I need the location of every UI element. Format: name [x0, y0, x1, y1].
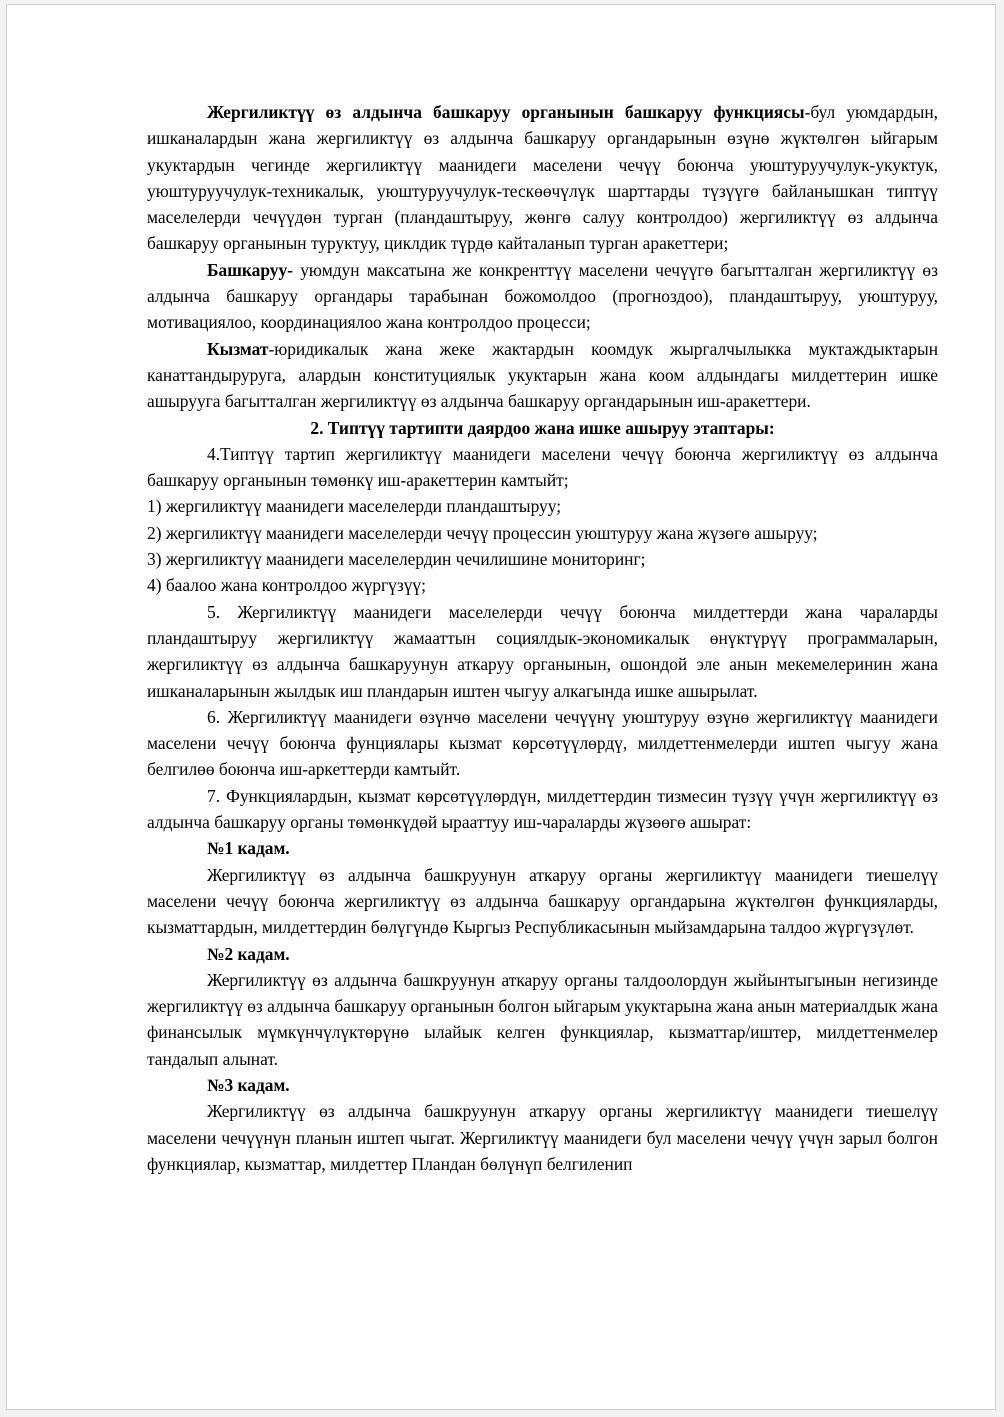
list-item: 2) жергиликтүү маанидеги маселелерди чечүү процессин уюштуруу жана жүзөгө ашыруу; [147, 522, 818, 543]
document-page [6, 4, 996, 1410]
term-management: Башкаруу- [207, 259, 293, 280]
term-service: Кызмат [207, 338, 269, 359]
list-item: 3) жергиликтүү маанидеги маселелердин чечилишине мониторинг; [147, 549, 646, 570]
page-content [147, 99, 938, 1177]
step-1-text: Жергиликтүү өз алдынча башкруунун аткаруу органы жергиликтүү маанидеги тиешелүү маселени чечүү боюнча жергиликтүү өз алдынча башкаруу органдарына жүктөлгөн функцияларды, кызматтардын, милдеттердин бөлүгүндө Кыргыз Республикасынын мыйзамдарына талдоо жүргүзүлөт. [147, 864, 938, 938]
list-item: 4) баалоо жана контролдоо жүргүзүү; [147, 575, 426, 596]
paragraph-definition-service [147, 336, 938, 415]
term-management-function: Жергиликтүү өз алдынча башкаруу органынын башкаруу функциясы [207, 102, 805, 122]
step-2-title: №2 кадам. [207, 943, 290, 964]
paragraph-4: 4.Типтүү тартип жергиликтүү маанидеги маселени чечүү боюнча жергиликтүү өз алдынча башкаруу органынын төмөнкү иш-аракеттерин камтыйт; [147, 443, 938, 491]
paragraph-definition-management [147, 257, 938, 336]
list-item: 1) жергиликтүү маанидеги маселелерди пландаштыруу; [147, 496, 562, 517]
definition-text: уюмдун максатына же конкренттүү маселени чечүүгө багытталган жергиликтүү өз алдынча башкаруу органдары тарабынан божомолдоо (прогноздоо), пландаштыруу, уюштуруу, мотивациялоо, координациялоо жана контролдоо процесси; [147, 259, 938, 333]
step-3-text: Жергиликтүү өз алдынча башкруунун аткаруу органы жергиликтүү маанидеги тиешелүү маселени чечүүнүн планын иштеп чыгат. Жергиликтүү маанидеги бул маселени чечүү үчүн зарыл болгон функциялар, кызматтар, милдеттер Пландан бөлүнүп белгиленип [147, 1101, 938, 1174]
paragraph-definition-function [147, 99, 938, 257]
paragraph-6: 6. Жергиликтүү маанидеги өзүнчө маселени чечүүнү уюштуруу өзүнө жергиликтүү маанидеги маселени чечүү боюнча фунциялары кызмат көрсөтүүлөрдү, милдеттенмелерди иштеп чыгуу жана белгилөө боюнча иш-аркеттерди камтыйт. [147, 706, 938, 780]
step-3-title: №3 кадам. [207, 1074, 290, 1095]
paragraph-5: 5. Жергиликтүү маанидеги маселелерди чечүү боюнча милдеттерди жана чараларды пландаштыруу жергиликтүү жамааттын социялдык-экономикалык өнүктүрүү программаларын, жергиликтүү өз алдынча башкаруунун аткаруу органынын, ошондой эле анын мекемелеринин жана ишканаларынын жылдык иш пландарын иштен чыгуу алкагында ишке ашырылат. [147, 601, 938, 701]
section-heading: 2. Типтүү тартипти даярдоо жана ишке ашыруу этаптары: [310, 417, 775, 438]
step-2-text: Жергиликтүү өз алдынча башкруунун аткаруу органы талдоолордун жыйынтыгынын негизинде жергиликтүү өз алдынча башкаруу органынын болгон ыйгарым укуктарына жана анын материалдык жана финансылык мүмкүнчүлүктөрүнө ылайык келген функциялар, кызматтар/иштер, милдеттенмелер тандалып алынат. [147, 969, 938, 1069]
definition-text: -бул уюмдардын, ишканалардын жана жергиликтүү өз алдынча башкаруу органдарынын өзүнө жүктөлгөн ыйгарым укуктардын чегинде жергиликтүү маанидеги маселени чечүү боюнча уюштуруучулук-укуктук, уюштуруучулук-техникалык, уюштуруучулук-тескөөчүлүк шарттарды түзүүгө байланышкан типтүү маселелерди чечүүдөн турган (пландаштыруу, жөнгө салуу контролдоо) жергиликтүү өз алдынча башкаруу органынын туруктуу, циклдик түрдө кайталанып турган аракеттери; [147, 102, 939, 254]
paragraph-7: 7. Функциялардын, кызмат көрсөтүүлөрдүн, милдеттердин тизмесин түзүү үчүн жергиликтүү өз алдынча башкаруу органы төмөнкүдөй ырааттуу иш-чараларды жүзөөгө ашырат: [147, 785, 938, 833]
definition-text: -юридикалык жана жеке жактардын коомдук жыргалчылыкка муктаждыктарын канаттандыруруга, алардын конституциялык укуктарын жана коом алдындагы милдеттерин ишке ашырууга багытталган жергиликтүү өз алдынча башкаруу органдарынын иш-аракеттери. [147, 338, 938, 412]
step-1-title: №1 кадам. [207, 838, 290, 859]
